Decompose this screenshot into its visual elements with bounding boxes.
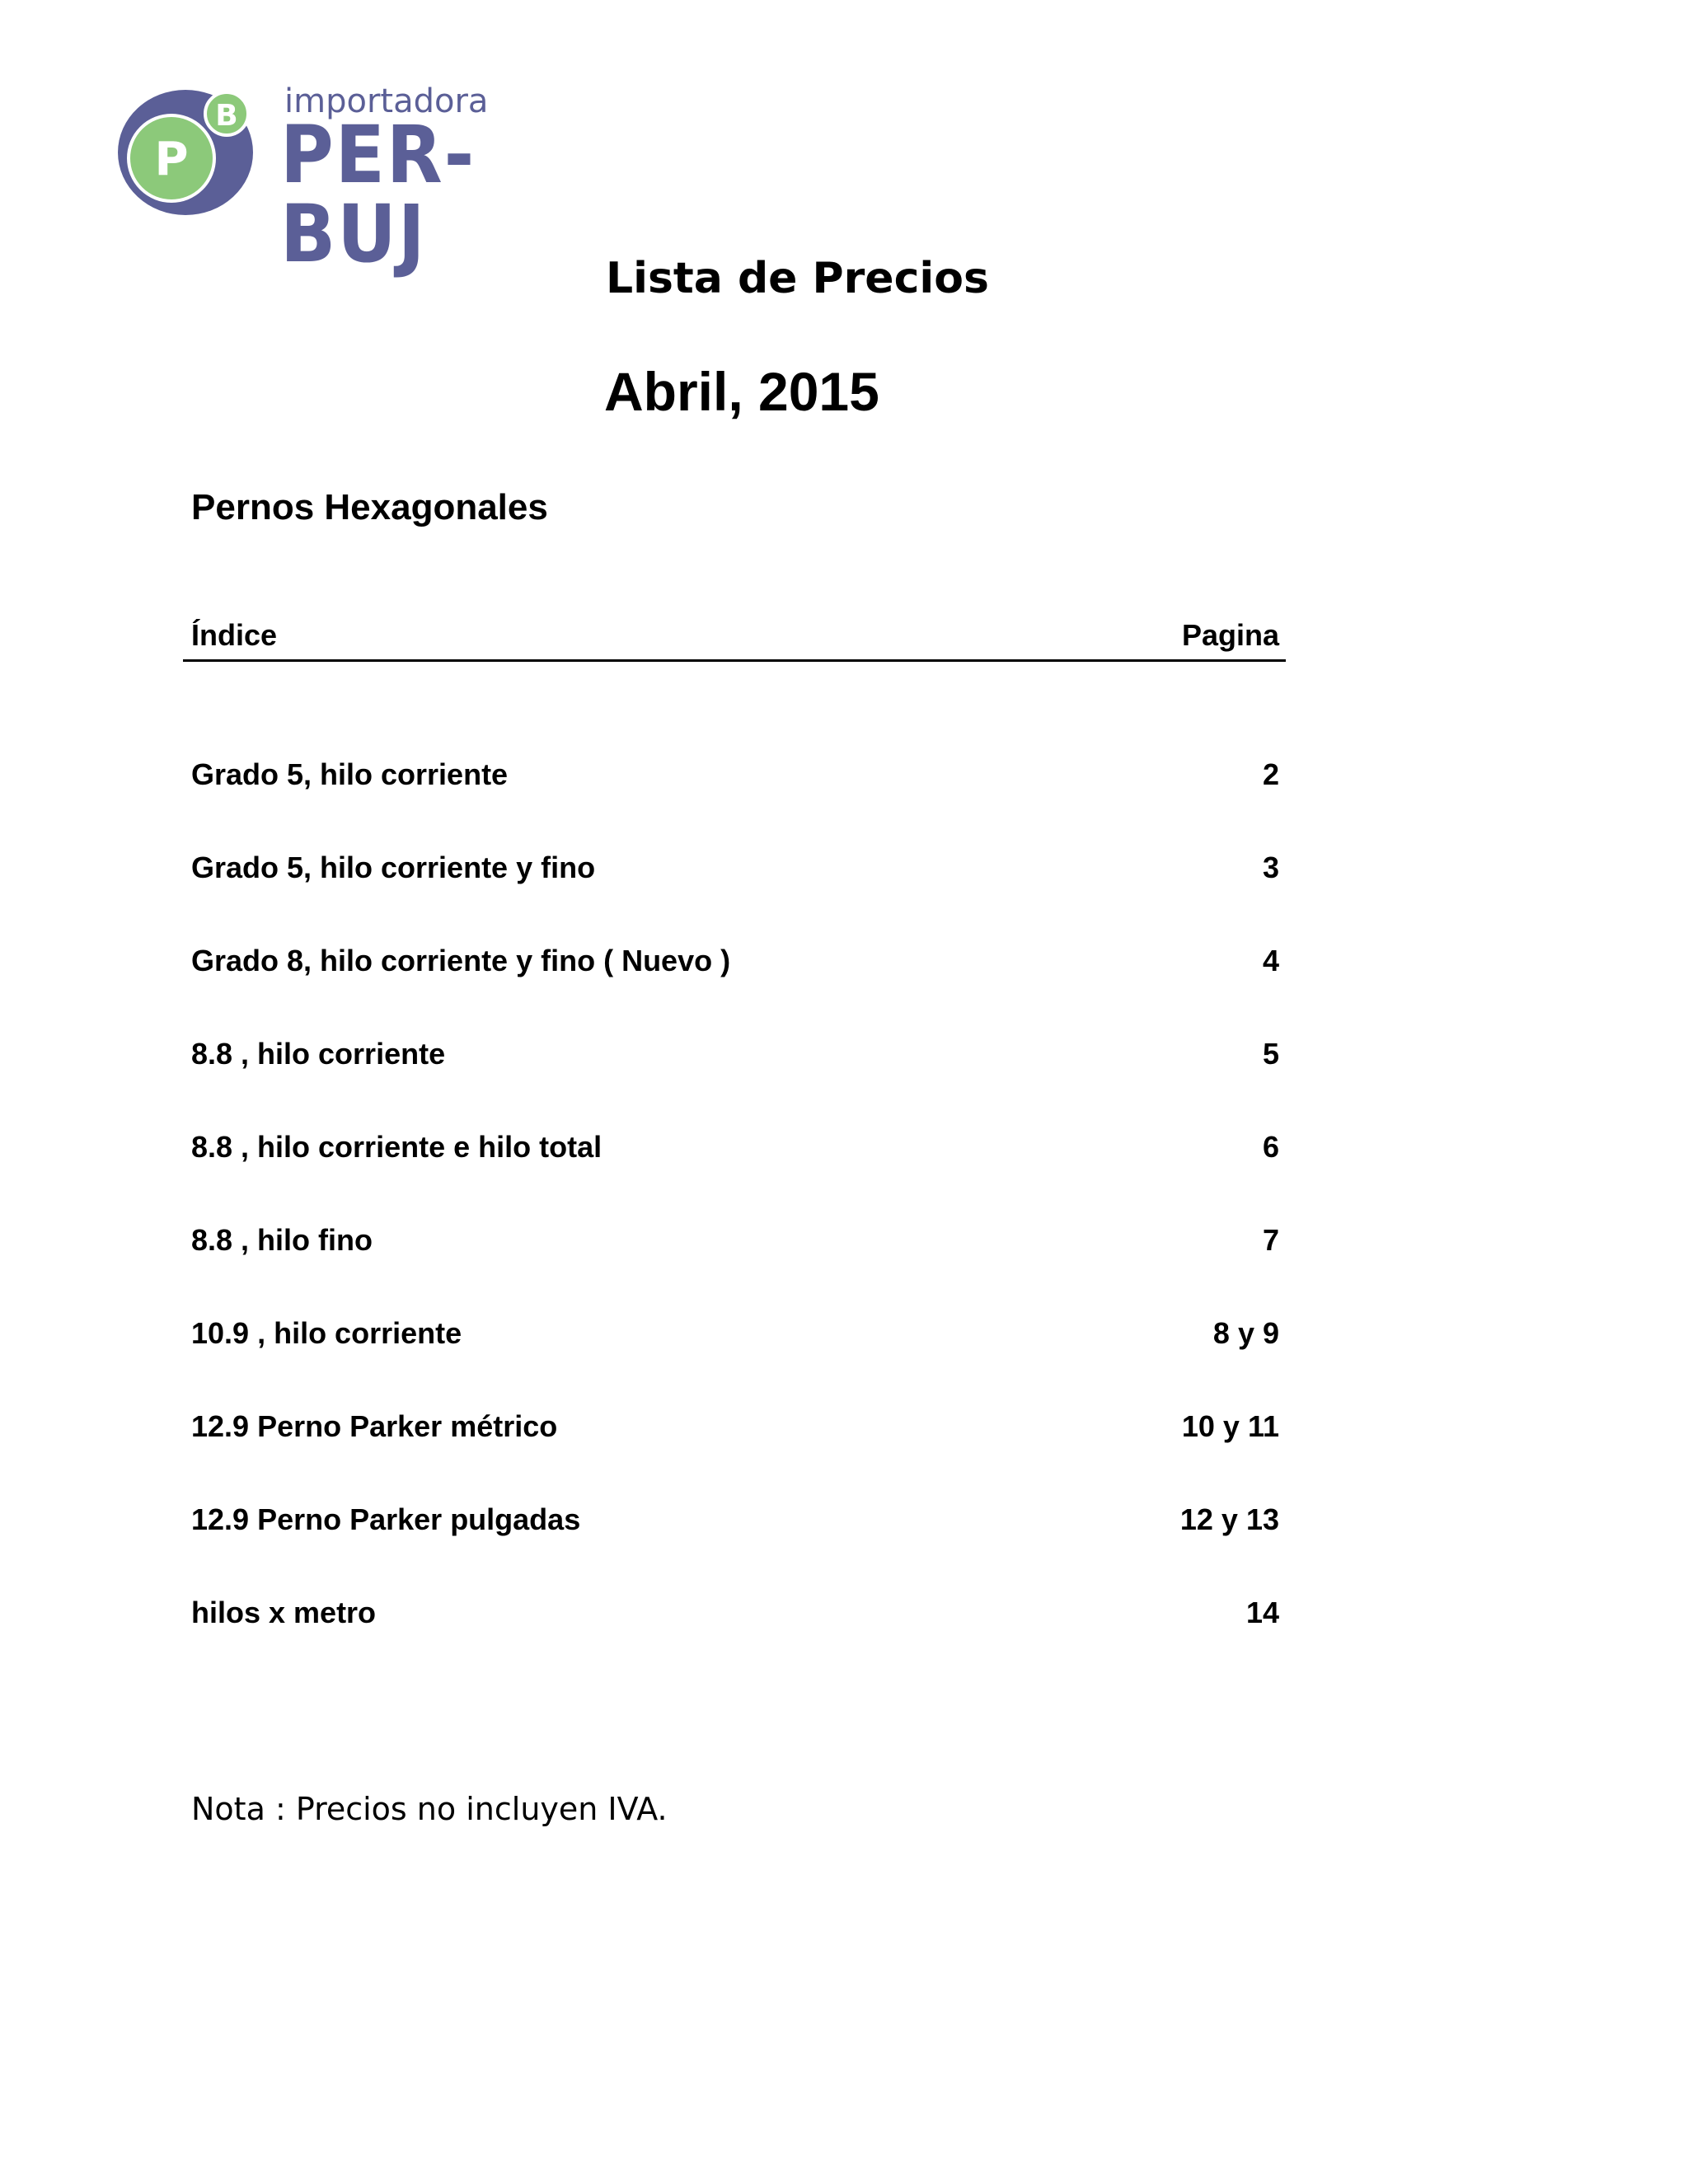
index-row (191, 1502, 1279, 1595)
logo-big-text: PER-BUJ (280, 109, 476, 280)
index-row-label: Grado 5, hilo corriente (191, 757, 509, 791)
index-row-page: 2 (1262, 757, 1279, 791)
logo-letter-b: B (215, 99, 238, 133)
index-row (191, 1222, 1279, 1315)
index-row-page: 12 y 13 (1179, 1502, 1279, 1536)
logo-letter-p: P (154, 133, 189, 186)
page-subtitle: Abril, 2015 (604, 361, 879, 422)
index-header-label: Índice (191, 618, 278, 652)
index-row-label: Grado 5, hilo corriente y fino (191, 851, 596, 884)
index-row (191, 1315, 1279, 1408)
index-row (191, 850, 1279, 943)
index-row-page: 6 (1262, 1130, 1279, 1164)
logo-small-text: importadora (284, 82, 489, 120)
index-header-page: Pagina (1181, 618, 1279, 652)
company-logo (115, 82, 577, 280)
index-row-label: 12.9 Perno Parker pulgadas (191, 1502, 581, 1536)
index-row (191, 943, 1279, 1036)
index-row (191, 1036, 1279, 1129)
index-row (191, 1595, 1279, 1688)
index-row-page: 4 (1262, 944, 1279, 977)
index-row (191, 1408, 1279, 1502)
logo-emblem (115, 82, 280, 218)
index-row-label: 12.9 Perno Parker métrico (191, 1409, 558, 1443)
index-row (191, 1129, 1279, 1222)
index-row-label: 8.8 , hilo corriente (191, 1037, 446, 1071)
index-list (191, 757, 1279, 1688)
section-title: Pernos Hexagonales (191, 487, 548, 527)
index-row-page: 3 (1262, 851, 1279, 884)
index-row-page: 7 (1262, 1223, 1279, 1257)
index-row-page: 8 y 9 (1212, 1316, 1279, 1350)
index-row-label: hilos x metro (191, 1596, 377, 1629)
index-row (191, 757, 1279, 850)
index-row-label: 8.8 , hilo fino (191, 1223, 373, 1257)
index-row-label: 10.9 , hilo corriente (191, 1316, 462, 1350)
index-row-page: 14 (1245, 1596, 1279, 1629)
footer-note: Nota : Precios no incluyen IVA. (191, 1791, 668, 1827)
index-row-label: Grado 8, hilo corriente y fino ( Nuevo ) (191, 944, 731, 977)
index-row-page: 5 (1262, 1037, 1279, 1071)
index-row-label: 8.8 , hilo corriente e hilo total (191, 1130, 603, 1164)
index-row-page: 10 y 11 (1181, 1409, 1279, 1443)
page-title: Lista de Precios (606, 254, 989, 303)
index-header (183, 613, 1286, 662)
